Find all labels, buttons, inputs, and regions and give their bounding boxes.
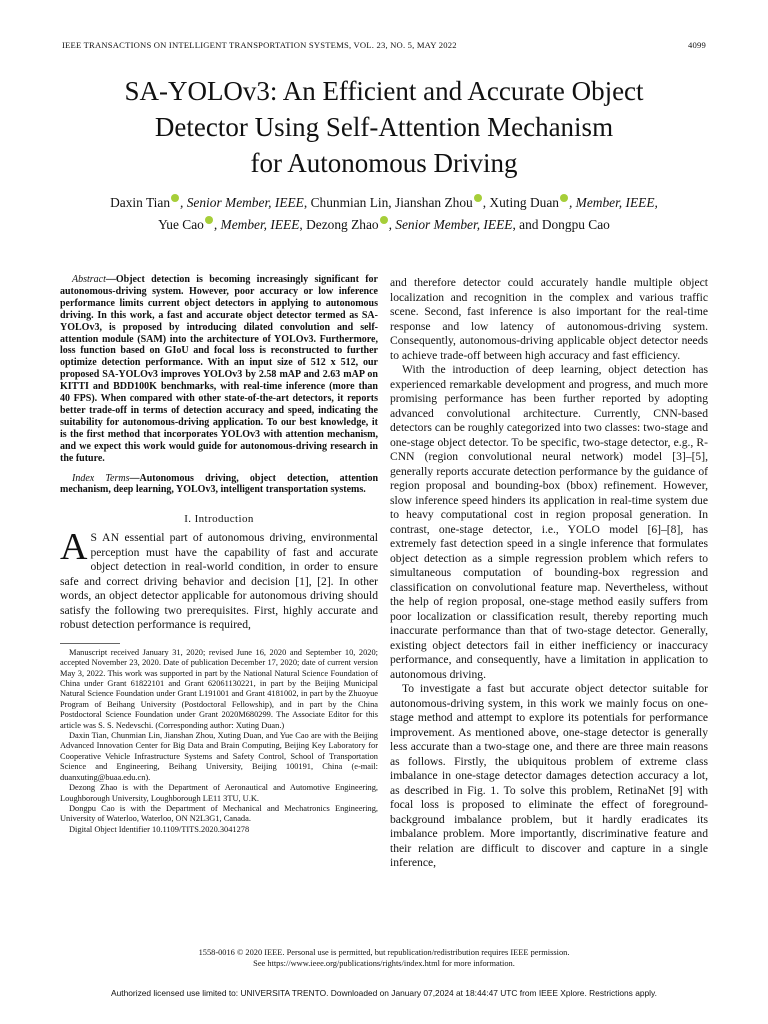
body-paragraph: and therefore detector could accurately handle multiple object localization and recognition in the complex and various traffic scene. Second, fast inference is also important for the real-time response and low latency of autonomous-driving system. Consequently, autonomous-driving applicable object detector needs to achieve trade-off between high accuracy and fast efficiency. xyxy=(390,276,708,362)
author-name: , Xuting Duan xyxy=(482,195,559,210)
intro-first-words: S AN xyxy=(90,531,120,545)
license-notice: Authorized licensed use limited to: UNIVERSITA TRENTO. Downloaded on January 07,2024 at 18:44:47 UTC from IEEE Xplore. Restrictions apply. xyxy=(111,988,657,998)
orcid-icon[interactable] xyxy=(380,216,388,224)
footnote-rule xyxy=(60,643,120,644)
intro-paragraph xyxy=(60,526,378,633)
running-head xyxy=(62,40,706,50)
section-heading: I. Introduction xyxy=(184,513,254,526)
paper-title xyxy=(62,73,706,181)
footnote-doi[interactable]: Digital Object Identifier 10.1109/TITS.2020.3041278 xyxy=(69,824,250,834)
author-name: Daxin Tian xyxy=(110,195,171,210)
author-role: , Member, IEEE xyxy=(213,217,300,232)
orcid-icon[interactable] xyxy=(171,194,179,202)
body-paragraph: With the introduction of deep learning, object detection has experienced remarkable development and progress, and much more promising performance has been further reported by adopting advanced convolutional architecture. Currently, CNN-based detectors can be roughly categorized into two classes: two-stage and one-stage object detector. To be specific, two-stage detector, e.g., R-CNN (region convolutional neural network) model [3]–[5], generally reports accurate detection performance by the guidance of region proposal and bounding-box (bbox) refinement. However, slow inference speed hinders its application in real-time system due to heavy computational cost in region proposal generation. In contrast, one-stage detector, i.e., YOLO model [6]–[8], has extremely fast detection speed in a single inference that formulates object detection as a simple regression problem which refers to simultaneous computation of bounding-box regression and classification on convolutional feature map. Nevertheless, without the help of region proposal, one-stage method easily suffers from poor localization or classification result, thereby reporting much inaccurate performance than that of two-stage detector. Generally, existing object detectors fail in either inefficiency or inaccuracy performance, and consequently, have a limitation in application to autonomous driving. xyxy=(390,363,708,681)
author-name: , and Dongpu Cao xyxy=(512,217,610,232)
right-column xyxy=(390,276,708,871)
index-terms-text: Autonomous driving, object detection, attention mechanism, deep learning, YOLOv3, intelligent transportation systems. xyxy=(60,472,379,496)
title-line-3: for Autonomous Driving xyxy=(250,148,518,178)
author-name: Yue Cao xyxy=(158,217,204,232)
intro-text: essential part of autonomous driving, environmental perception must have the capability of fast and accurate object detection in real-world condition, in order to ensure safe and correct driving behavior and decision [1], [2]. In other words, an object detector applicable for autonomous driving should satisfy the following two prerequisites. First, highly accurate and robust detection performance is required, xyxy=(60,531,378,632)
author-list xyxy=(62,192,706,236)
author-name: , Dezong Zhao xyxy=(299,217,379,232)
journal-name: IEEE TRANSACTIONS ON INTELLIGENT TRANSPORTATION SYSTEMS, VOL. 23, NO. 5, MAY 2022 xyxy=(62,40,457,50)
title-line-2: Detector Using Self-Attention Mechanism xyxy=(154,112,614,142)
orcid-icon[interactable] xyxy=(560,194,568,202)
title-line-1: SA-YOLOv3: An Efficient and Accurate Object xyxy=(124,76,644,106)
abstract-label: Abstract xyxy=(72,274,106,285)
left-column xyxy=(60,274,378,835)
footnote-affiliation: Daxin Tian, Chunmian Lin, Jianshan Zhou, Xuting Duan, and Yue Cao are with the Beijing Advanced Innovation Center for Big Data and Brain Computing, Beijing Key Laboratory for Cooperative Vehicle Infrastructure Systems and Safety Control, School of Transportation Science and Engineering, Beihang University, Beijing 100191, China (e-mail: duanxuting@buaa.edu.cn). xyxy=(60,731,378,782)
body-paragraph: To investigate a fast but accurate object detector suitable for autonomous-driving system, in this work we mainly focus on one-stage method and attempt to explore its potentials for performance improvement. As mentioned above, one-stage detector is generally less accurate than a two-stage one, and there are three main reasons as follows. Firstly, the ubiquitous problem of extreme class imbalance in one-stage detector damages detection accuracy a lot, as described in Fig. 1. To solve this problem, RetinaNet [9] with focal loss is proposed to eliminate the effect of foreground-background imbalance problem, but it hardly eradicates its imbalance problem. More importantly, discriminative feature and their relation are difficult to discover and capture in a single inference, xyxy=(390,682,708,869)
copyright-notice xyxy=(62,947,706,969)
index-terms-label: Index Terms xyxy=(72,472,130,484)
orcid-icon[interactable] xyxy=(205,216,213,224)
author-role: , Senior Member, IEEE xyxy=(180,195,304,210)
abstract: Abstract—Object detection is becoming increasingly significant for autonomous-driving system. However, poor accuracy or low inference performance limits current object detectors in applying to autonomous driving. In this work, a fast and accurate object detector termed as SA-YOLOv3, is proposed by introducing dilated convolution and self-attention module (SAM) into the architecture of YOLOv3. Furthermore, loss function based on GIoU and focal loss is reconstructed to further optimize detection performance. With an input size of 512 x 512, our proposed SA-YOLOv3 improves YOLOv3 by 2.58 mAP and 2.63 mAP on KITTI and BDD100K benchmarks, with real-time inference (more than 40 FPS). When compared with other state-of-the-art detectors, it reports better trade-off in terms of detection accuracy and speed, indicating the suitability for autonomous-driving application. To our best knowledge, it is the first method that incorporates YOLOv3 with attention mechanism, and we expect this work would guide for autonomous-driving research in the future. xyxy=(60,274,378,464)
footnote-affiliation: Dongpu Cao is with the Department of Mechanical and Mechatronics Engineering, University of Waterloo, Waterloo, ON N2L3G1, Canada. xyxy=(60,803,378,824)
author-role: , Member, IEEE, xyxy=(568,195,658,210)
index-terms: Index Terms—Autonomous driving, object detection, attention mechanism, deep learning, YOLOv3, intelligent transportation systems. xyxy=(60,472,379,496)
page-number: 4099 xyxy=(688,40,706,50)
author-name: , Chunmian Lin, Jianshan Zhou xyxy=(303,195,473,210)
abstract-text: Object detection is becoming increasingly significant for autonomous-driving system. However, poor accuracy or low inference performance limits current object detectors in applying to autonomous driving. In this work, a fast and accurate object detector termed as SA-YOLOv3, is proposed by introducing dilated convolution and self-attention module (SAM) into the architecture of YOLOv3. Furthermore, loss function based on GIoU and focal loss is reconstructed to further optimize detection performance. With an input size of 512 x 512, our proposed SA-YOLOv3 improves YOLOv3 by 2.58 mAP and 2.63 mAP on KITTI and BDD100K benchmarks, with real-time inference (more than 40 FPS). When compared with other state-of-the-art detectors, it reports better trade-off in terms of detection accuracy and speed, indicating the suitability for autonomous-driving application. To our best knowledge, it is the first method that incorporates YOLOv3 with attention mechanism, and we expect this work would guide for autonomous-driving research in the future. xyxy=(60,274,378,464)
footnote-affiliation: Dezong Zhao is with the Department of Aeronautical and Automotive Engineering, Loughborough University, Loughborough LE11 3TU, U.K. xyxy=(60,783,378,803)
copyright-line: 1558-0016 © 2020 IEEE. Personal use is permitted, but republication/redistribution requires IEEE permission. xyxy=(198,948,570,957)
orcid-icon[interactable] xyxy=(474,194,482,202)
footnote-manuscript: Manuscript received January 31, 2020; revised June 16, 2020 and September 10, 2020; accepted November 23, 2020. Date of publication December 17, 2020; date of current version May 3, 2022. This work was supported in part by the National Natural Science Foundation of China under Grant 61822101 and Grant 62061130221, in part by the Beijing Municipal Natural Science Foundation under Grant L191001 and Grant 4181002, in part by the Zhuoyue Program of Beihang University (Postdoctoral Fellowship), and in part by the China Postdoctoral Science Foundation under Grant 2020M680299. The Associate Editor for this article was S. S. Nedevschi. (Corresponding author: Xuting Duan.) xyxy=(60,647,378,730)
author-role: , Senior Member, IEEE xyxy=(388,217,513,232)
rights-link[interactable]: See https://www.ieee.org/publications/rights/index.html for more information. xyxy=(253,959,515,968)
drop-cap: A xyxy=(60,526,88,569)
